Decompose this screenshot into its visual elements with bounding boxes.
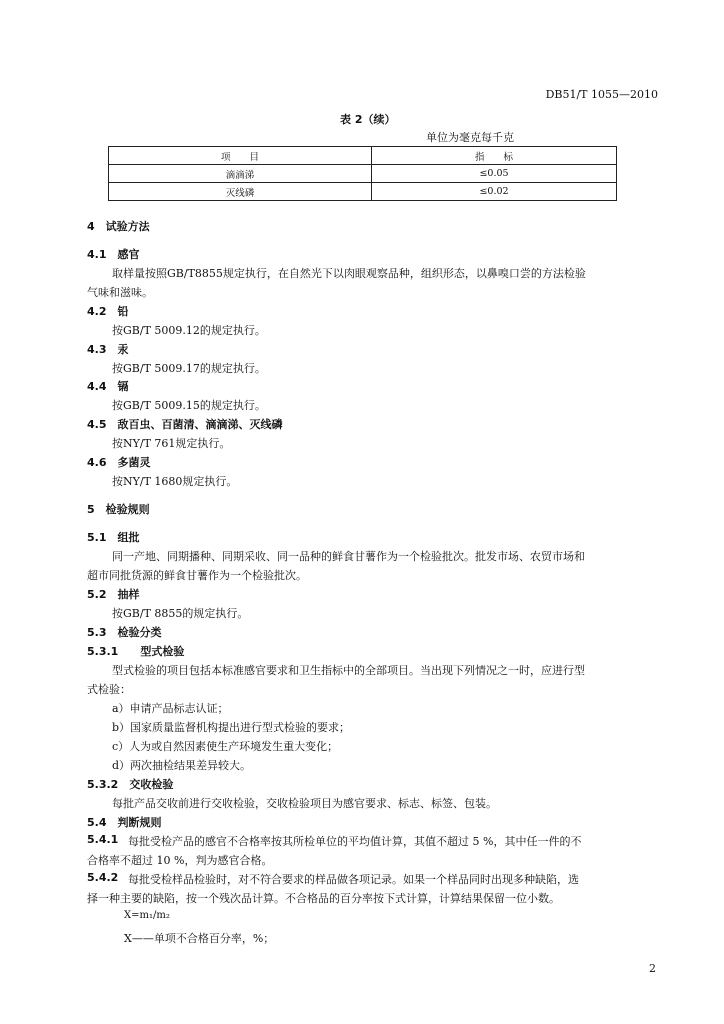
- section-5-4-1-body: 每批受检产品的感官不合格率按其所检单位的平均值计算，其值不超过 5 %，其中任一件的不: [128, 835, 582, 848]
- section-4-2-title: 4.2 铅: [87, 305, 129, 318]
- section-5-3-1-title: 5.3.1 型式检验: [87, 645, 185, 658]
- column-header-item: 项 目: [109, 147, 372, 165]
- section-5-4-1-body-cont: 合格率不超过 10 %，判为感官合格。: [87, 854, 273, 867]
- section-4-5-title: 4.5 敌百虫、百菌清、滴滴涕、灭线磷: [87, 418, 283, 431]
- section-5-3-1-body: 型式检验的项目包括本标准感官要求和卫生指标中的全部项目。当出现下列情况之一时，应进行型: [112, 664, 585, 677]
- formula: X=m₁/m₂: [124, 910, 170, 921]
- section-5-1-title: 5.1 组批: [87, 531, 140, 544]
- page-number: 2: [649, 962, 656, 975]
- section-4-3-body: 按GB/T 5009.17的规定执行。: [112, 362, 266, 375]
- table-cell-item: 灭线磷: [109, 183, 372, 201]
- table-cell-value: ≤0.05: [372, 165, 617, 183]
- section-4-4-body: 按GB/T 5009.15的规定执行。: [112, 399, 266, 412]
- section-5-4-2-body: 每批受检样品检验时，对不符合要求的样品做各项记录。如果一个样品同时出现多种缺陷，选: [128, 873, 579, 886]
- table-row: [109, 183, 617, 201]
- table-row: [109, 165, 617, 183]
- section-5-2-title: 5.2 抽样: [87, 588, 140, 601]
- section-4-2-body: 按GB/T 5009.12的规定执行。: [112, 324, 266, 337]
- section-4-1-body: 取样量按照GB/T8855规定执行，在自然光下以肉眼观察品种，组织形态，以鼻嗅口尝的方法检验: [112, 267, 586, 280]
- table-unit: 单位为毫克每千克: [426, 131, 514, 144]
- table-cell-item: 滴滴涕: [109, 165, 372, 183]
- section-4-6-title: 4.6 多菌灵: [87, 456, 151, 469]
- section-4-title: 4 试验方法: [87, 220, 150, 233]
- section-5-3-1-body-cont: 式检验：: [87, 683, 131, 696]
- section-4-1-body-cont: 气味和滋味。: [87, 286, 153, 299]
- list-item: c）人为或自然因素使生产环境发生重大变化；: [112, 740, 339, 753]
- table-header-row: [109, 147, 617, 165]
- table-caption: 表 2（续）: [340, 113, 396, 126]
- section-5-4-title: 5.4 判断规则: [87, 816, 162, 829]
- standard-code: DB51/T 1055—2010: [545, 88, 658, 101]
- section-5-1-body-cont: 超市同批货源的鲜食甘薯作为一个检验批次。: [87, 569, 307, 582]
- section-5-1-body: 同一产地、同期播种、同期采收、同一品种的鲜食甘薯作为一个检验批次。批发市场、农贸市场和: [112, 550, 585, 563]
- formula-definition: X——单项不合格百分率，%；: [124, 932, 275, 945]
- section-4-3-title: 4.3 汞: [87, 343, 129, 356]
- section-4-5-body: 按NY/T 761规定执行。: [112, 437, 231, 450]
- column-header-value: 指 标: [372, 147, 617, 165]
- section-5-4-2-body-cont: 择一种主要的缺陷，按一个残次品计算。不合格品的百分率按下式计算，计算结果保留一位小数。: [87, 892, 560, 905]
- section-5-4-2-number: 5.4.2: [87, 871, 119, 884]
- list-item: d）两次抽检结果差异较大。: [112, 759, 252, 772]
- table-cell-value: ≤0.02: [372, 183, 617, 201]
- section-4-6-body: 按NY/T 1680规定执行。: [112, 475, 238, 488]
- section-5-3-2-title: 5.3.2 交收检验: [87, 778, 174, 791]
- section-5-title: 5 检验规则: [87, 503, 150, 516]
- list-item: b）国家质量监督机构提出进行型式检验的要求；: [112, 721, 351, 734]
- section-5-3-2-body: 每批产品交收前进行交收检验，交收检验项目为感官要求、标志、标签、包装。: [112, 797, 497, 810]
- section-5-3-title: 5.3 检验分类: [87, 626, 162, 639]
- list-item: a）申请产品标志认证；: [112, 702, 229, 715]
- section-4-1-title: 4.1 感官: [87, 248, 140, 261]
- section-5-4-1-number: 5.4.1: [87, 833, 119, 846]
- section-4-4-title: 4.4 镉: [87, 380, 129, 393]
- spec-table: [108, 146, 617, 201]
- section-5-2-body: 按GB/T 8855的规定执行。: [112, 607, 249, 620]
